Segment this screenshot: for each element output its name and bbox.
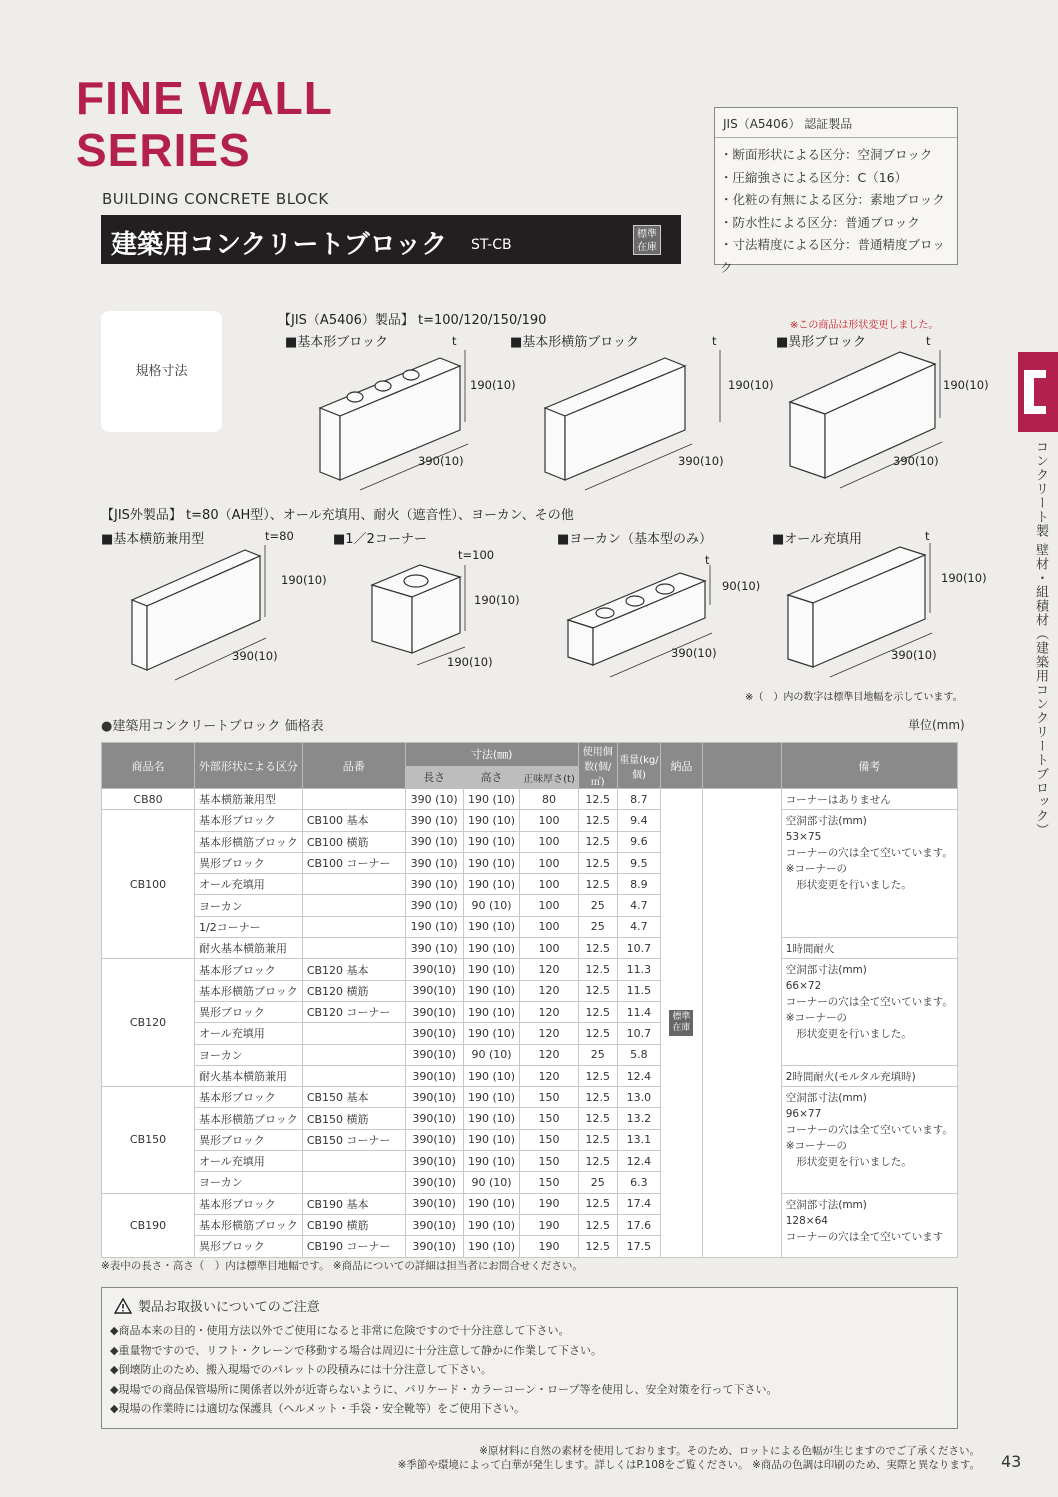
weight-cell: 17.4 <box>617 1193 660 1214</box>
length-cell: 390 (10) <box>405 852 463 873</box>
col-height: 高さ <box>463 766 520 788</box>
table-row <box>102 938 958 959</box>
unit-note: 単位(mm) <box>908 718 965 732</box>
stock-badge: 標準 在庫 <box>669 1010 693 1036</box>
thickness-cell: 120 <box>520 1044 578 1065</box>
height-cell: 190 (10) <box>463 1065 520 1086</box>
page-title: 建築用コンクリートブロック <box>111 230 448 260</box>
shape-cell: 異形ブロック <box>195 852 303 873</box>
code-cell <box>302 895 405 916</box>
col-product: 商品名 <box>102 743 195 789</box>
length-cell: 390(10) <box>405 1193 463 1214</box>
thickness-cell: 100 <box>520 895 578 916</box>
jis-item: ・防水性による区分：普通ブロック <box>720 214 920 230</box>
col-dims: 寸法(㎜) <box>405 743 578 767</box>
height-cell: 190 (10) <box>463 1236 520 1257</box>
length-cell: 390 (10) <box>405 831 463 852</box>
weight-cell: 12.4 <box>617 1065 660 1086</box>
nonjis-block-name-2: ■ヨーカン（基本型のみ） <box>557 532 713 547</box>
nonjis-dim-l-0: 390(10) <box>232 649 278 663</box>
height-cell: 190 (10) <box>463 810 520 831</box>
page-number: 43 <box>1001 1452 1022 1471</box>
shape-cell: 耐火基本横筋兼用 <box>195 938 303 959</box>
remark-line: ※コーナーの <box>785 863 848 876</box>
height-cell: 190 (10) <box>463 938 520 959</box>
shape-cell: 基本形横筋ブロック <box>195 1108 303 1129</box>
jis-certification-box <box>714 107 958 275</box>
warning-icon <box>114 1298 132 1314</box>
shape-cell: 基本形横筋ブロック <box>195 831 303 852</box>
caution-heading: 製品お取扱いについてのご注意 <box>114 1296 320 1315</box>
remark-line: 66×72 <box>785 980 822 993</box>
weight-cell: 5.8 <box>617 1044 660 1065</box>
product-name-cell: CB150 <box>102 1087 195 1193</box>
thickness-cell: 100 <box>520 874 578 895</box>
qty-cell: 12.5 <box>578 1129 617 1150</box>
table-row <box>102 959 958 980</box>
qty-cell: 12.5 <box>578 1151 617 1172</box>
height-cell: 190 (10) <box>463 1193 520 1214</box>
col-length: 長さ <box>405 766 463 788</box>
qty-cell: 25 <box>578 916 617 937</box>
thickness-cell: 120 <box>520 959 578 980</box>
height-cell: 190 (10) <box>463 831 520 852</box>
height-cell: 190 (10) <box>463 916 520 937</box>
block-name-2: ■異形ブロック <box>776 335 867 350</box>
thickness-cell: 80 <box>520 789 578 810</box>
code-cell: CB120 基本 <box>302 959 405 980</box>
code-cell <box>302 1023 405 1044</box>
qty-cell: 25 <box>578 1172 617 1193</box>
height-cell: 190 (10) <box>463 1023 520 1044</box>
qty-cell: 12.5 <box>578 1065 617 1086</box>
qty-cell: 12.5 <box>578 831 617 852</box>
qty-cell: 25 <box>578 895 617 916</box>
nonjis-dim-t-1: t=100 <box>458 548 495 562</box>
shape-change-note: ※この商品は形状変更しました。 <box>790 320 939 331</box>
remark-line: ※コーナーの <box>785 1012 848 1025</box>
remark-line: 96×77 <box>785 1108 822 1121</box>
height-cell: 190 (10) <box>463 874 520 895</box>
title-bar <box>101 215 681 264</box>
shape-cell: 1/2コーナー <box>195 916 303 937</box>
code-cell <box>302 1065 405 1086</box>
qty-cell: 12.5 <box>578 938 617 959</box>
chapter-mark-icon <box>1024 370 1046 414</box>
height-cell: 190 (10) <box>463 789 520 810</box>
code-cell <box>302 874 405 895</box>
code-cell: CB100 横筋 <box>302 831 405 852</box>
shape-cell: 異形ブロック <box>195 1129 303 1150</box>
length-cell: 390(10) <box>405 1065 463 1086</box>
nonjis-dim-t-3: t <box>925 529 930 543</box>
remarks-cell <box>781 1193 957 1257</box>
thickness-cell: 120 <box>520 1065 578 1086</box>
height-cell: 90 (10) <box>463 895 520 916</box>
caution-item: ◆商品本来の目的・使用方法以外でご使用になると非常に危険ですので十分注意して下さい。 <box>110 1324 570 1337</box>
thickness-cell: 120 <box>520 1001 578 1022</box>
length-cell: 390(10) <box>405 1214 463 1235</box>
height-cell: 190 (10) <box>463 980 520 1001</box>
caution-box <box>101 1287 958 1429</box>
price-table-title: ●建築用コンクリートブロック 価格表 <box>101 719 324 734</box>
thickness-cell: 100 <box>520 810 578 831</box>
nonjis-dim-h-2: 90(10) <box>722 579 761 593</box>
col-thickness: 正味厚さ(t) <box>520 766 578 788</box>
dim-h-2: 190(10) <box>943 378 989 392</box>
code-cell: CB150 横筋 <box>302 1108 405 1129</box>
weight-cell: 11.3 <box>617 959 660 980</box>
code-cell <box>302 789 405 810</box>
remark-line: 形状変更を行いました。 <box>785 1028 912 1041</box>
dim-l-1: 390(10) <box>678 454 724 468</box>
caution-item: ◆重量物ですので、リフト・クレーンで移動する場合は周辺に十分注意して静かに作業して下さい。 <box>110 1343 603 1357</box>
nonjis-dim-h-0: 190(10) <box>281 573 327 587</box>
weight-cell: 4.7 <box>617 916 660 937</box>
price-table-body <box>102 789 958 1258</box>
nonjis-dim-t-0: t=80 <box>265 529 294 543</box>
block-name-1: ■基本形横筋ブロック <box>510 335 640 350</box>
subtitle-en: BUILDING CONCRETE BLOCK <box>102 190 329 208</box>
dim-h-1: 190(10) <box>728 378 774 392</box>
remark-line: ※コーナーの <box>785 1140 848 1153</box>
code-cell <box>302 1151 405 1172</box>
col-weight: 重量(kg/個) <box>617 743 660 789</box>
nonjis-block-name-1: ■1／2コーナー <box>333 532 427 547</box>
length-cell: 390(10) <box>405 1001 463 1022</box>
table-row <box>102 789 958 810</box>
shape-cell: オール充填用 <box>195 1151 303 1172</box>
shape-cell: 基本形横筋ブロック <box>195 980 303 1001</box>
length-cell: 390(10) <box>405 1129 463 1150</box>
weight-cell: 10.7 <box>617 1023 660 1044</box>
thickness-cell: 150 <box>520 1151 578 1172</box>
shape-cell: 基本形横筋ブロック <box>195 1214 303 1235</box>
paren-note: ※（ ）内の数字は標準目地幅を示しています。 <box>745 692 963 703</box>
height-cell: 190 (10) <box>463 1108 520 1129</box>
dim-l-0: 390(10) <box>418 454 464 468</box>
col-code: 品番 <box>302 743 405 789</box>
length-cell: 390(10) <box>405 959 463 980</box>
height-cell: 190 (10) <box>463 1087 520 1108</box>
length-cell: 390(10) <box>405 1023 463 1044</box>
shape-cell: ヨーカン <box>195 1044 303 1065</box>
code-cell: CB100 基本 <box>302 810 405 831</box>
table-row <box>102 1087 958 1108</box>
length-cell: 390(10) <box>405 980 463 1001</box>
weight-cell: 9.6 <box>617 831 660 852</box>
nonjis-dim-l-3: 390(10) <box>891 648 937 662</box>
weight-cell: 11.5 <box>617 980 660 1001</box>
qty-cell: 12.5 <box>578 1001 617 1022</box>
weight-cell: 6.3 <box>617 1172 660 1193</box>
thickness-cell: 120 <box>520 980 578 1001</box>
remark-line: コーナーの穴は全て空いています。 <box>785 847 953 860</box>
remark-line: 空洞部寸法(mm) <box>785 964 867 977</box>
weight-cell: 8.9 <box>617 874 660 895</box>
weight-cell: 13.1 <box>617 1129 660 1150</box>
qty-cell: 12.5 <box>578 980 617 1001</box>
shape-cell: ヨーカン <box>195 895 303 916</box>
weight-cell: 10.7 <box>617 938 660 959</box>
qty-cell: 12.5 <box>578 1236 617 1257</box>
col-delivery: 納品 <box>660 743 702 789</box>
dim-t-1: t <box>712 334 717 348</box>
length-cell: 390(10) <box>405 1044 463 1065</box>
height-cell: 190 (10) <box>463 1151 520 1172</box>
remark-line: 128×64 <box>785 1214 828 1227</box>
thickness-cell: 150 <box>520 1129 578 1150</box>
horizontal-rebar-block-illustration <box>545 358 685 480</box>
height-cell: 90 (10) <box>463 1172 520 1193</box>
qty-cell: 12.5 <box>578 1087 617 1108</box>
remarks-cell: 1時間耐火 <box>781 938 957 959</box>
thickness-cell: 100 <box>520 852 578 873</box>
caution-list <box>110 1321 777 1419</box>
jis-items <box>715 138 957 285</box>
length-cell: 390 (10) <box>405 789 463 810</box>
code-cell: CB190 横筋 <box>302 1214 405 1235</box>
height-cell: 190 (10) <box>463 959 520 980</box>
thickness-cell: 190 <box>520 1236 578 1257</box>
nonjis-products-heading: 【JIS外製品】 t=80（AH型）、オール充填用、耐火（遮音性）、ヨーカン、その他 <box>101 508 574 523</box>
jis-item: ・寸法精度による区分：普通精度ブロック <box>720 237 945 275</box>
length-cell: 390(10) <box>405 1087 463 1108</box>
col-remarks: 備考 <box>781 743 957 789</box>
remarks-cell <box>781 1087 957 1193</box>
height-cell: 190 (10) <box>463 1214 520 1235</box>
weight-cell: 9.4 <box>617 810 660 831</box>
shape-cell: 異形ブロック <box>195 1001 303 1022</box>
remarks-cell <box>781 810 957 938</box>
thickness-cell: 120 <box>520 1023 578 1044</box>
delivery-cell <box>660 789 702 1258</box>
caution-item: ◆倒壊防止のため、搬入現場でのパレットの段積みには十分注意して下さい。 <box>110 1363 492 1376</box>
height-cell: 90 (10) <box>463 1044 520 1065</box>
code-cell: CB190 コーナー <box>302 1236 405 1257</box>
remark-line: 空洞部寸法(mm) <box>785 1092 867 1105</box>
nonjis-dim-t-2: t <box>705 553 710 567</box>
length-cell: 390 (10) <box>405 938 463 959</box>
nonjis-dim-h-3: 190(10) <box>941 571 987 585</box>
qty-cell: 12.5 <box>578 1214 617 1235</box>
shape-cell: 異形ブロック <box>195 1236 303 1257</box>
table-row <box>102 1065 958 1086</box>
weight-cell: 11.4 <box>617 1001 660 1022</box>
chapter-label: コンクリート製 壁材・組積材（建築用コンクリートブロック） <box>1033 440 1048 838</box>
series-title: FINE WALL SERIES <box>76 72 333 176</box>
remarks-cell <box>781 789 957 810</box>
remark-line: 空洞部寸法(mm) <box>785 1198 867 1211</box>
shape-cell: オール充填用 <box>195 1023 303 1044</box>
thickness-cell: 190 <box>520 1193 578 1214</box>
col-qty: 使用個数(個/㎡) <box>578 743 617 789</box>
footer-notes: ※原材料に自然の素材を使用しております。そのため、ロットによる色幅が生じますのでご了承ください。 ※季節や環境によって白華が発生します。詳しくはP.108をご覧ください。 ※商品の色調は印刷のため、実際と異なります。 <box>397 1445 980 1471</box>
weight-cell: 17.5 <box>617 1236 660 1257</box>
length-cell: 390(10) <box>405 1108 463 1129</box>
caution-item: ◆現場の作業時には適切な保護具（ヘルメット・手袋・安全靴等）をご使用下さい。 <box>110 1402 526 1415</box>
jis-heading: JIS（A5406） 認証製品 <box>715 108 957 138</box>
thickness-cell: 100 <box>520 916 578 937</box>
block-name-0: ■基本形ブロック <box>285 335 389 350</box>
length-cell: 390 (10) <box>405 874 463 895</box>
code-cell: CB190 基本 <box>302 1193 405 1214</box>
table-note: ※表中の長さ・高さ（ ）内は標準目地幅です。 ※商品についての詳細は担当者にお問合せください。 <box>101 1260 583 1272</box>
remark-line: 形状変更を行いました。 <box>785 1156 912 1169</box>
chapter-tab <box>1018 352 1058 432</box>
product-name-cell: CB80 <box>102 789 195 810</box>
code-cell: CB150 基本 <box>302 1087 405 1108</box>
weight-cell: 9.5 <box>617 852 660 873</box>
shape-cell: ヨーカン <box>195 1172 303 1193</box>
stock-badge: 標準 在庫 <box>633 225 661 255</box>
weight-cell: 13.0 <box>617 1087 660 1108</box>
length-cell: 390(10) <box>405 1236 463 1257</box>
thickness-cell: 100 <box>520 938 578 959</box>
col-shape: 外部形状による区分 <box>195 743 303 789</box>
nonjis-block-name-3: ■オール充填用 <box>772 532 863 547</box>
weight-cell: 13.2 <box>617 1108 660 1129</box>
length-cell: 390(10) <box>405 1172 463 1193</box>
qty-cell: 12.5 <box>578 959 617 980</box>
blank-cell <box>702 789 781 1258</box>
qty-cell: 25 <box>578 1044 617 1065</box>
shape-cell: 基本横筋兼用型 <box>195 789 303 810</box>
remark-line: コーナーはありません <box>785 794 891 806</box>
jis-item: ・化粧の有無による区分：素地ブロック <box>720 192 945 207</box>
thickness-cell: 150 <box>520 1087 578 1108</box>
block-illustrations-jis <box>300 330 1020 500</box>
thickness-cell: 190 <box>520 1214 578 1235</box>
qty-cell: 12.5 <box>578 789 617 810</box>
remark-line: コーナーの穴は全て空いています <box>785 1230 944 1243</box>
code-cell <box>302 938 405 959</box>
table-row <box>102 1193 958 1214</box>
remarks-cell <box>781 959 957 1065</box>
nonjis-dim-l-2: 390(10) <box>671 646 717 660</box>
remarks-cell: 2時間耐火(モルタル充填時) <box>781 1065 957 1086</box>
jis-products-heading: 【JIS（A5406）製品】 t=100/120/150/190 <box>278 313 547 328</box>
nonjis-dim-l-1: 190(10) <box>447 655 493 669</box>
code-cell <box>302 916 405 937</box>
thickness-cell: 100 <box>520 831 578 852</box>
half-corner-block-illustration <box>372 565 460 653</box>
thickness-cell: 150 <box>520 1108 578 1129</box>
remark-line: 53×75 <box>785 831 822 844</box>
dim-t-2: t <box>926 334 931 348</box>
remark-line: コーナーの穴は全て空いています。 <box>785 1124 953 1137</box>
nonjis-dim-h-1: 190(10) <box>474 593 520 607</box>
weight-cell: 8.7 <box>617 789 660 810</box>
qty-cell: 12.5 <box>578 852 617 873</box>
shape-cell: 基本形ブロック <box>195 959 303 980</box>
length-cell: 390 (10) <box>405 895 463 916</box>
length-cell: 390(10) <box>405 1151 463 1172</box>
nonjis-block-name-0: ■基本横筋兼用型 <box>101 532 205 547</box>
code-cell: CB150 コーナー <box>302 1129 405 1150</box>
shape-cell: 基本形ブロック <box>195 1087 303 1108</box>
thickness-cell: 150 <box>520 1172 578 1193</box>
qty-cell: 12.5 <box>578 1108 617 1129</box>
qty-cell: 12.5 <box>578 874 617 895</box>
jis-item: ・圧縮強さによる区分：C（16） <box>720 169 908 185</box>
shape-cell: オール充填用 <box>195 874 303 895</box>
product-name-cell: CB190 <box>102 1193 195 1257</box>
shape-cell: 耐火基本横筋兼用 <box>195 1065 303 1086</box>
code-cell: CB120 横筋 <box>302 980 405 1001</box>
height-cell: 190 (10) <box>463 1129 520 1150</box>
dim-h-0: 190(10) <box>470 378 516 392</box>
product-code: ST-CB <box>471 237 512 253</box>
spec-box: 規格寸法 <box>101 311 222 432</box>
code-cell <box>302 1172 405 1193</box>
weight-cell: 4.7 <box>617 895 660 916</box>
code-cell: CB120 コーナー <box>302 1001 405 1022</box>
length-cell: 190 (10) <box>405 916 463 937</box>
shape-cell: 基本形ブロック <box>195 810 303 831</box>
product-name-cell: CB100 <box>102 810 195 959</box>
remark-line: 空洞部寸法(mm) <box>785 815 867 828</box>
remark-line: 形状変更を行いました。 <box>785 879 912 892</box>
code-cell: CB100 コーナー <box>302 852 405 873</box>
length-cell: 390 (10) <box>405 810 463 831</box>
dim-l-2: 390(10) <box>893 454 939 468</box>
height-cell: 190 (10) <box>463 852 520 873</box>
remark-line: コーナーの穴は全て空いています。 <box>785 996 953 1009</box>
height-cell: 190 (10) <box>463 1001 520 1022</box>
weight-cell: 17.6 <box>617 1214 660 1235</box>
caution-item: ◆現場での商品保管場所に関係者以外が近寄らないように、バリケード・カラーコーン・ロープ等を使用し、安全対策を行って下さい。 <box>110 1382 778 1396</box>
qty-cell: 12.5 <box>578 810 617 831</box>
product-name-cell: CB120 <box>102 959 195 1087</box>
qty-cell: 12.5 <box>578 1023 617 1044</box>
table-row <box>102 810 958 831</box>
shape-cell: 基本形ブロック <box>195 1193 303 1214</box>
jis-item: ・断面形状による区分：空洞ブロック <box>720 147 933 162</box>
weight-cell: 12.4 <box>617 1151 660 1172</box>
dim-t-0: t <box>452 334 457 348</box>
code-cell <box>302 1044 405 1065</box>
qty-cell: 12.5 <box>578 1193 617 1214</box>
price-table <box>101 742 958 1258</box>
